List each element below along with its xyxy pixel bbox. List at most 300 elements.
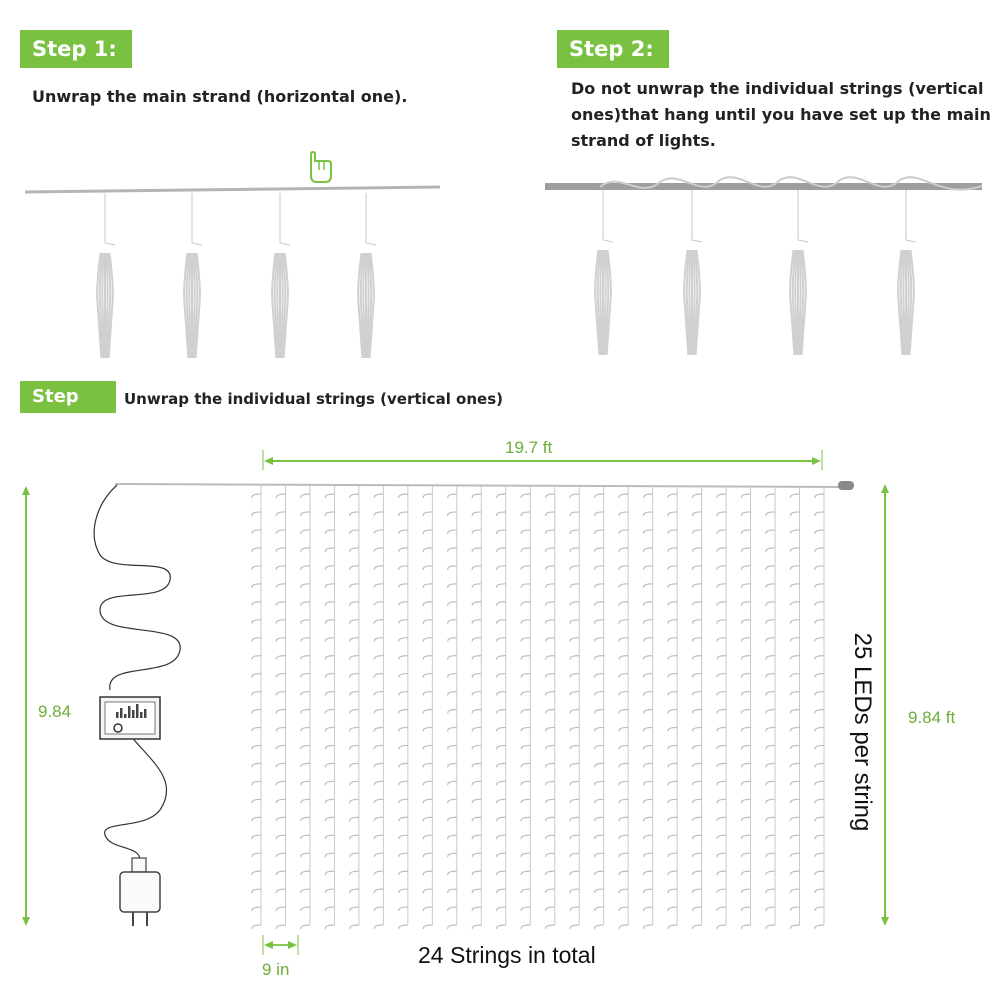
led-bulb xyxy=(668,907,677,911)
step2-text: Do not unwrap the individual strings (vertical ones)that hang until you have set up the main strand of lights. xyxy=(571,79,991,150)
led-bulb xyxy=(717,620,726,624)
led-bulb xyxy=(472,727,481,731)
led-bulb xyxy=(717,727,726,731)
led-bulb xyxy=(423,512,432,516)
led-bulb xyxy=(423,745,432,749)
led-bulb xyxy=(399,638,408,642)
led-bulb xyxy=(252,763,261,767)
led-bulb xyxy=(644,907,653,911)
step2-badge: Step 2: xyxy=(557,30,669,68)
led-bulb xyxy=(644,638,653,642)
led-bulb xyxy=(521,530,530,534)
led-bulb xyxy=(325,692,334,696)
led-bulb xyxy=(252,620,261,624)
led-bulb xyxy=(595,548,604,552)
led-bulb xyxy=(766,566,775,570)
step2-bundle xyxy=(684,190,702,355)
led-bulb xyxy=(350,638,359,642)
led-bulb xyxy=(301,566,310,570)
led-bulb xyxy=(790,763,799,767)
led-bulb xyxy=(644,799,653,803)
curtain-string xyxy=(497,486,506,929)
led-bulb xyxy=(448,584,457,588)
led-bulb xyxy=(399,530,408,534)
led-bulb xyxy=(815,548,824,552)
led-bulb xyxy=(399,566,408,570)
led-bulb xyxy=(276,548,285,552)
led-bulb xyxy=(546,548,555,552)
led-bulb xyxy=(374,530,383,534)
led-bulb xyxy=(497,692,506,696)
led-bulb xyxy=(350,763,359,767)
led-bulb xyxy=(325,817,334,821)
step1-badge: Step 1: xyxy=(20,30,132,68)
led-bulb xyxy=(423,781,432,785)
led-bulb xyxy=(693,727,702,731)
led-bulb xyxy=(301,584,310,588)
step2-bundle xyxy=(790,190,808,355)
led-bulb xyxy=(790,566,799,570)
led-bulb xyxy=(668,656,677,660)
right-height-label: 9.84 ft xyxy=(908,708,956,727)
power-plug-icon xyxy=(120,858,160,926)
led-bulb xyxy=(350,727,359,731)
led-bulb xyxy=(546,727,555,731)
led-bulb xyxy=(741,530,750,534)
step1-bundle xyxy=(272,193,290,358)
led-bulb xyxy=(521,889,530,893)
curtain-string xyxy=(693,486,702,929)
led-bulb xyxy=(301,889,310,893)
led-bulb xyxy=(472,853,481,857)
led-bulb xyxy=(374,745,383,749)
led-bulb xyxy=(693,566,702,570)
led-bulb xyxy=(301,871,310,875)
led-bulb xyxy=(325,799,334,803)
led-bulb xyxy=(766,799,775,803)
led-bulb xyxy=(252,494,261,498)
led-bulb xyxy=(252,871,261,875)
led-bulb xyxy=(423,710,432,714)
led-bulb xyxy=(374,512,383,516)
led-bulb xyxy=(252,674,261,678)
led-bulb xyxy=(668,620,677,624)
led-bulb xyxy=(693,602,702,606)
led-bulb xyxy=(497,548,506,552)
led-bulb xyxy=(815,638,824,642)
led-bulb xyxy=(766,745,775,749)
led-bulb xyxy=(521,512,530,516)
led-bulb xyxy=(301,763,310,767)
led-bulb xyxy=(497,620,506,624)
led-bulb xyxy=(619,907,628,911)
led-bulb xyxy=(472,907,481,911)
led-bulb xyxy=(448,781,457,785)
led-bulb xyxy=(472,602,481,606)
led-bulb xyxy=(276,889,285,893)
led-bulb xyxy=(276,853,285,857)
led-bulb xyxy=(717,817,726,821)
led-bulb xyxy=(252,781,261,785)
controller-bar xyxy=(116,712,119,718)
led-bulb xyxy=(350,871,359,875)
led-bulb xyxy=(570,835,579,839)
led-bulb xyxy=(570,853,579,857)
controller-bar xyxy=(128,706,131,718)
led-bulb xyxy=(693,674,702,678)
led-bulb xyxy=(619,692,628,696)
led-bulb xyxy=(276,494,285,498)
curtain-string xyxy=(595,486,604,929)
led-bulb xyxy=(570,494,579,498)
led-bulb xyxy=(619,620,628,624)
led-bulb xyxy=(546,853,555,857)
led-bulb xyxy=(693,925,702,929)
curtain-string xyxy=(570,486,579,929)
led-bulb xyxy=(766,512,775,516)
led-bulb xyxy=(595,620,604,624)
led-bulb xyxy=(570,674,579,678)
led-bulb xyxy=(350,817,359,821)
led-bulb xyxy=(741,620,750,624)
led-bulb xyxy=(472,799,481,803)
led-bulb xyxy=(644,548,653,552)
led-bulb xyxy=(717,638,726,642)
led-bulb xyxy=(595,799,604,803)
led-bulb xyxy=(619,512,628,516)
led-bulb xyxy=(668,763,677,767)
led-bulb xyxy=(472,692,481,696)
led-bulb xyxy=(546,512,555,516)
led-bulb xyxy=(301,674,310,678)
led-bulb xyxy=(521,853,530,857)
led-bulb xyxy=(276,710,285,714)
led-bulb xyxy=(766,925,775,929)
led-bulb xyxy=(717,584,726,588)
led-bulb xyxy=(521,835,530,839)
led-bulb xyxy=(325,763,334,767)
led-bulb xyxy=(521,692,530,696)
led-bulb xyxy=(350,530,359,534)
led-bulb xyxy=(619,566,628,570)
led-bulb xyxy=(350,584,359,588)
led-bulb xyxy=(448,710,457,714)
led-bulb xyxy=(693,745,702,749)
led-bulb xyxy=(741,674,750,678)
led-bulb xyxy=(790,512,799,516)
led-bulb xyxy=(350,512,359,516)
led-bulb xyxy=(497,925,506,929)
led-bulb xyxy=(570,584,579,588)
led-bulb xyxy=(717,674,726,678)
led-bulb xyxy=(546,710,555,714)
led-bulb xyxy=(276,512,285,516)
led-bulb xyxy=(276,781,285,785)
led-bulb xyxy=(399,674,408,678)
led-bulb xyxy=(790,781,799,785)
led-bulb xyxy=(399,656,408,660)
led-bulb xyxy=(350,745,359,749)
led-bulb xyxy=(497,835,506,839)
led-bulb xyxy=(423,835,432,839)
led-bulb xyxy=(325,674,334,678)
led-bulb xyxy=(570,548,579,552)
led-bulb xyxy=(790,745,799,749)
led-bulb xyxy=(448,727,457,731)
led-bulb xyxy=(668,727,677,731)
led-bulb xyxy=(276,907,285,911)
led-bulb xyxy=(741,692,750,696)
led-bulb xyxy=(570,889,579,893)
led-bulb xyxy=(399,871,408,875)
led-bulb xyxy=(325,907,334,911)
controller-bar xyxy=(144,709,147,718)
led-bulb xyxy=(423,584,432,588)
led-bulb xyxy=(815,889,824,893)
led-bulb xyxy=(472,871,481,875)
led-bulb xyxy=(766,781,775,785)
led-bulb xyxy=(717,548,726,552)
led-bulb xyxy=(741,781,750,785)
led-bulb xyxy=(546,584,555,588)
led-bulb xyxy=(472,745,481,749)
led-bulb xyxy=(472,638,481,642)
led-bulb xyxy=(276,745,285,749)
led-bulb xyxy=(521,745,530,749)
controller-bar xyxy=(124,714,127,718)
led-bulb xyxy=(619,530,628,534)
led-bulb xyxy=(423,620,432,624)
led-bulb xyxy=(790,548,799,552)
led-bulb xyxy=(448,763,457,767)
led-bulb xyxy=(790,656,799,660)
led-bulb xyxy=(276,799,285,803)
led-bulb xyxy=(301,512,310,516)
led-bulb xyxy=(644,763,653,767)
width-label: 19.7 ft xyxy=(505,438,553,457)
led-bulb xyxy=(423,853,432,857)
led-bulb xyxy=(815,566,824,570)
led-bulb xyxy=(350,674,359,678)
led-bulb xyxy=(595,710,604,714)
led-bulb xyxy=(815,530,824,534)
led-bulb xyxy=(741,889,750,893)
led-bulb xyxy=(790,692,799,696)
led-bulb xyxy=(521,548,530,552)
led-bulb xyxy=(521,799,530,803)
led-bulb xyxy=(766,727,775,731)
led-bulb xyxy=(595,692,604,696)
led-bulb xyxy=(374,907,383,911)
led-bulb xyxy=(399,602,408,606)
led-bulb xyxy=(448,620,457,624)
led-bulb xyxy=(595,512,604,516)
led-bulb xyxy=(595,674,604,678)
led-bulb xyxy=(252,710,261,714)
led-bulb xyxy=(741,656,750,660)
led-bulb xyxy=(521,781,530,785)
led-bulb xyxy=(325,566,334,570)
led-bulb xyxy=(497,602,506,606)
led-bulb xyxy=(790,907,799,911)
led-bulb xyxy=(644,871,653,875)
led-bulb xyxy=(374,674,383,678)
led-bulb xyxy=(766,835,775,839)
led-bulb xyxy=(546,620,555,624)
curtain-string xyxy=(766,486,775,929)
led-bulb xyxy=(766,548,775,552)
led-bulb xyxy=(815,602,824,606)
led-bulb xyxy=(766,763,775,767)
led-bulb xyxy=(399,620,408,624)
led-bulb xyxy=(521,871,530,875)
curtain-string xyxy=(472,486,481,929)
led-bulb xyxy=(668,674,677,678)
led-bulb xyxy=(546,674,555,678)
led-bulb xyxy=(448,925,457,929)
led-bulb xyxy=(399,584,408,588)
led-bulb xyxy=(644,692,653,696)
led-bulb xyxy=(448,674,457,678)
led-bulb xyxy=(595,745,604,749)
led-bulb xyxy=(595,871,604,875)
led-bulb xyxy=(423,889,432,893)
led-bulb xyxy=(668,638,677,642)
curtain-string xyxy=(374,486,383,929)
led-bulb xyxy=(301,620,310,624)
led-bulb xyxy=(595,781,604,785)
led-bulb xyxy=(644,512,653,516)
led-bulb xyxy=(668,566,677,570)
led-bulb xyxy=(766,907,775,911)
led-bulb xyxy=(693,620,702,624)
led-bulb xyxy=(521,656,530,660)
led-bulb xyxy=(423,602,432,606)
led-bulb xyxy=(668,602,677,606)
led-bulb xyxy=(448,817,457,821)
led-bulb xyxy=(595,602,604,606)
led-bulb xyxy=(644,710,653,714)
led-bulb xyxy=(301,925,310,929)
led-bulb xyxy=(815,620,824,624)
led-bulb xyxy=(423,907,432,911)
led-bulb xyxy=(644,620,653,624)
curtain-string xyxy=(741,486,750,929)
led-bulb xyxy=(497,638,506,642)
led-bulb xyxy=(570,799,579,803)
led-bulb xyxy=(497,799,506,803)
led-bulb xyxy=(815,727,824,731)
led-bulb xyxy=(497,781,506,785)
led-bulb xyxy=(472,835,481,839)
led-bulb xyxy=(619,889,628,893)
led-bulb xyxy=(472,925,481,929)
led-bulb xyxy=(301,727,310,731)
led-bulb xyxy=(374,602,383,606)
led-bulb xyxy=(301,853,310,857)
led-bulb xyxy=(619,674,628,678)
led-bulb xyxy=(595,584,604,588)
led-bulb xyxy=(252,853,261,857)
led-bulb xyxy=(325,584,334,588)
led-bulb xyxy=(766,674,775,678)
led-bulb xyxy=(790,889,799,893)
led-bulb xyxy=(252,889,261,893)
led-bulb xyxy=(741,907,750,911)
led-bulb xyxy=(790,727,799,731)
led-bulb xyxy=(546,494,555,498)
led-bulb xyxy=(252,566,261,570)
led-bulb xyxy=(546,745,555,749)
led-bulb xyxy=(521,817,530,821)
led-bulb xyxy=(350,925,359,929)
led-bulb xyxy=(619,763,628,767)
led-bulb xyxy=(374,817,383,821)
led-bulb xyxy=(815,656,824,660)
led-bulb xyxy=(252,638,261,642)
step1-bundle xyxy=(358,193,376,358)
led-bulb xyxy=(497,763,506,767)
led-bulb xyxy=(276,835,285,839)
led-bulb xyxy=(472,674,481,678)
led-bulb xyxy=(497,745,506,749)
led-bulb xyxy=(448,548,457,552)
led-bulb xyxy=(325,656,334,660)
led-bulb xyxy=(717,494,726,498)
led-bulb xyxy=(448,692,457,696)
step1-main-strand xyxy=(25,187,440,192)
led-bulb xyxy=(815,853,824,857)
led-bulb xyxy=(472,512,481,516)
led-bulb xyxy=(693,889,702,893)
led-bulb xyxy=(350,494,359,498)
led-bulb xyxy=(570,781,579,785)
led-bulb xyxy=(619,853,628,857)
controller-bar xyxy=(120,708,123,718)
led-bulb xyxy=(693,584,702,588)
step1-text: Unwrap the main strand (horizontal one). xyxy=(32,87,408,106)
led-bulb xyxy=(374,727,383,731)
led-bulb xyxy=(521,907,530,911)
led-bulb xyxy=(252,835,261,839)
led-bulb xyxy=(448,835,457,839)
led-bulb xyxy=(595,763,604,767)
led-bulb xyxy=(790,674,799,678)
led-bulb xyxy=(717,889,726,893)
step1-string-bundles xyxy=(97,193,376,358)
led-bulb xyxy=(546,925,555,929)
led-bulb xyxy=(301,692,310,696)
led-bulb xyxy=(399,835,408,839)
led-bulb xyxy=(546,656,555,660)
led-bulb xyxy=(472,494,481,498)
led-bulb xyxy=(546,530,555,534)
led-bulb xyxy=(717,602,726,606)
led-bulb xyxy=(252,530,261,534)
led-bulb xyxy=(766,584,775,588)
led-bulb xyxy=(301,745,310,749)
led-bulb xyxy=(741,710,750,714)
led-bulb xyxy=(276,584,285,588)
led-bulb xyxy=(472,781,481,785)
curtain-string xyxy=(350,486,359,929)
led-bulb xyxy=(497,584,506,588)
led-bulb xyxy=(815,584,824,588)
led-bulb xyxy=(399,853,408,857)
led-bulb xyxy=(619,925,628,929)
led-bulb xyxy=(766,656,775,660)
led-bulb xyxy=(717,799,726,803)
